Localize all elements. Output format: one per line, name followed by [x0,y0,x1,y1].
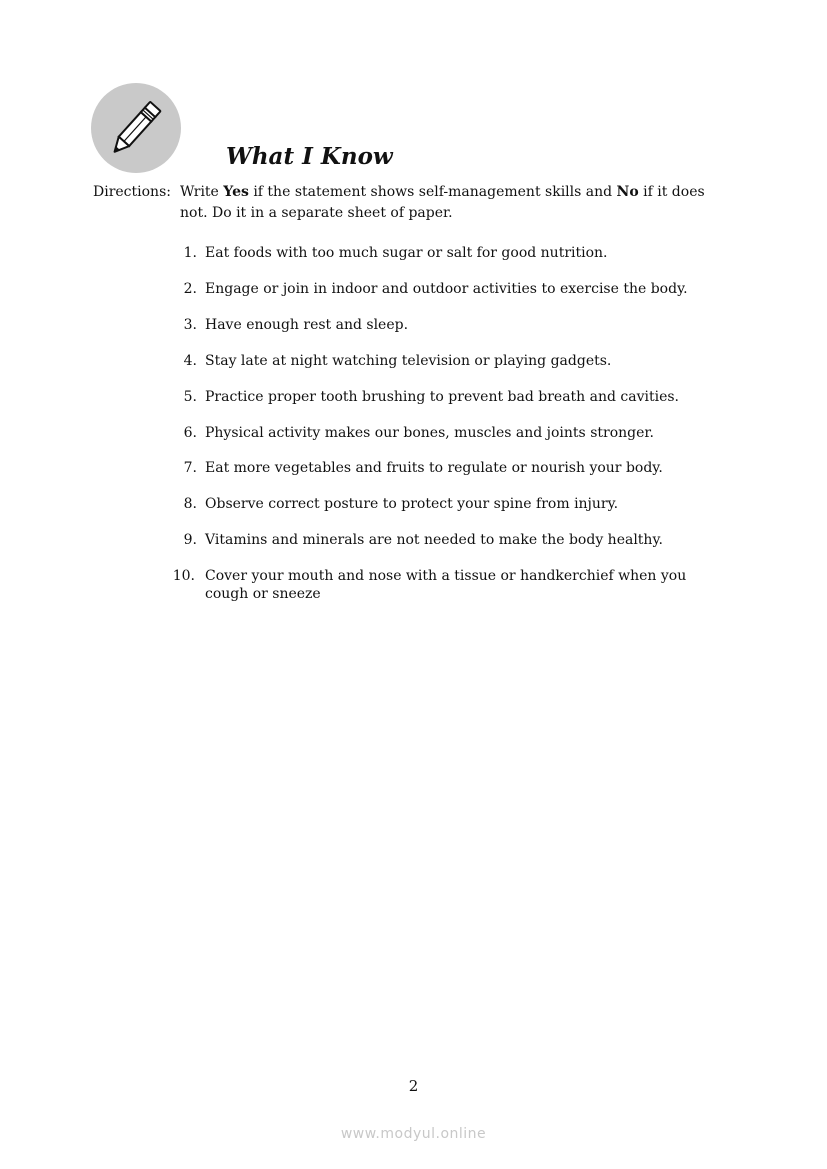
directions-label: Directions: [93,184,171,200]
no-keyword: No [616,184,639,200]
section-title: What I Know [226,143,393,170]
item-number: 9. [183,532,197,548]
list-item [177,531,737,549]
item-text: Physical activity makes our bones, muscles and joints stronger. [205,425,654,441]
watermark: www.modyul.online [340,1126,487,1142]
item-number: 10. [172,568,195,584]
list-item [177,316,737,334]
item-number: 8. [183,496,197,512]
list-item [177,280,737,298]
item-text: Engage or join in indoor and outdoor activities to exercise the body. [205,281,688,297]
item-number: 1. [183,245,197,261]
item-number: 7. [183,460,197,476]
item-text: Stay late at night watching television or playing gadgets. [205,353,612,369]
page-number: 2 [408,1077,419,1095]
item-text: Cover your mouth and nose with a tissue or handkerchief when you cough or sneeze [205,568,687,602]
item-text: Eat more vegetables and fruits to regulate or nourish your body. [205,460,663,476]
item-text: Observe correct posture to protect your spine from injury. [205,496,619,512]
item-number: 6. [183,425,197,441]
directions-text: Write Yes if the statement shows self-management skills and No if it does not. Do it in a separate sheet of paper. [180,184,705,221]
list-item [177,459,737,477]
pencil-icon [91,83,181,173]
list-item [177,244,737,262]
item-text: Vitamins and minerals are not needed to make the body healthy. [205,532,663,548]
list-item [177,495,737,513]
list-item [169,567,739,607]
item-number: 4. [183,353,197,369]
item-text: Eat foods with too much sugar or salt for good nutrition. [205,245,608,261]
list-item [177,352,737,370]
yes-keyword: Yes [223,184,249,200]
item-number: 2. [183,281,197,297]
item-text: Have enough rest and sleep. [205,317,409,333]
item-number: 3. [183,317,197,333]
list-item [177,424,737,442]
item-text: Practice proper tooth brushing to prevent bad breath and cavities. [205,389,680,405]
list-item [177,388,737,406]
item-number: 5. [183,389,197,405]
